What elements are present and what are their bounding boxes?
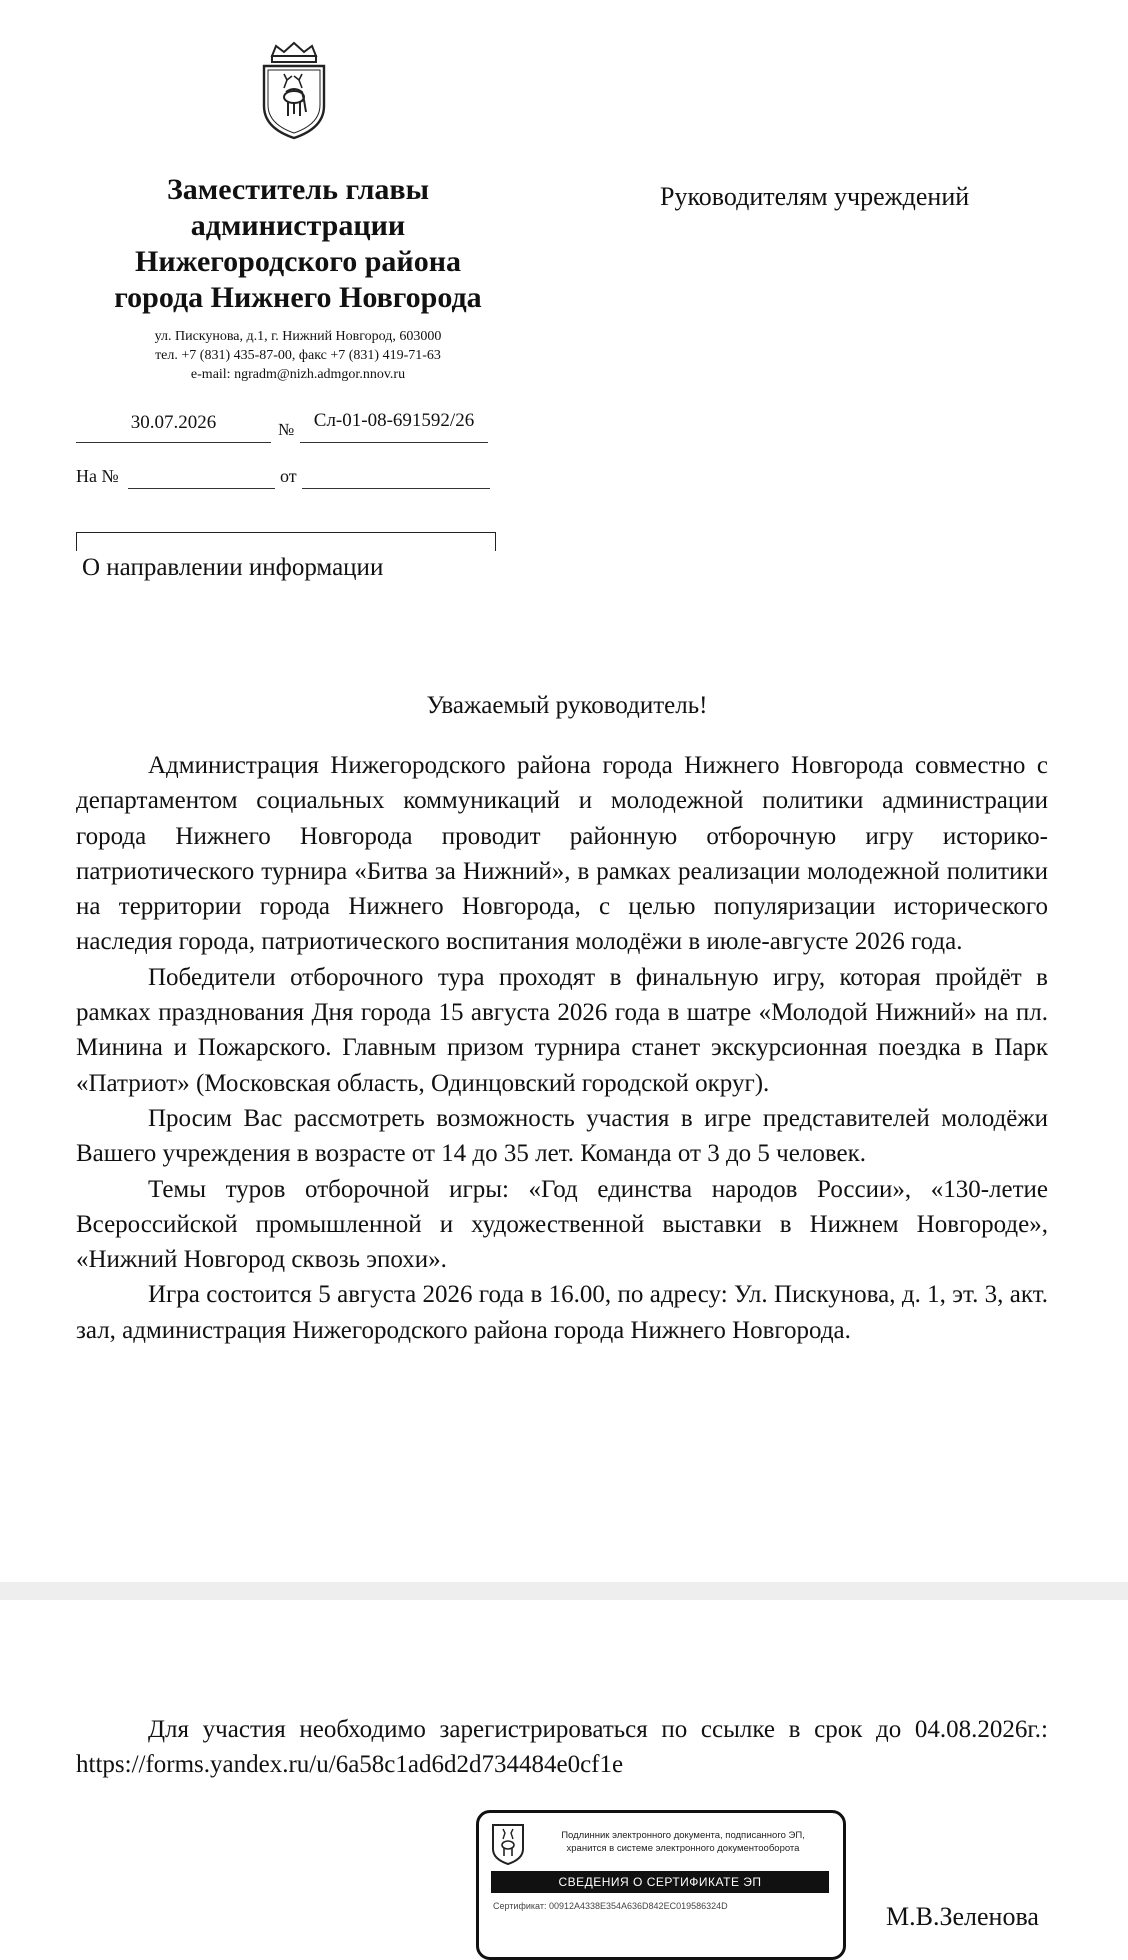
registration-date-line: [76, 442, 271, 443]
registration-number: Сл-01-08-691592/26: [313, 410, 475, 431]
org-title-line: Нижегородского района: [134, 245, 461, 278]
registration-number-line: [300, 442, 488, 443]
addressee: Руководителям учреждений: [660, 182, 970, 211]
registration-instructions: [76, 1712, 1048, 1783]
registration-date: 30.07.2026: [130, 412, 217, 433]
subject-bracket: [76, 532, 496, 551]
org-address: ул. Пискунова, д.1, г. Нижний Новгород, 603000: [154, 329, 442, 344]
body-paragraph: Просим Вас рассмотреть возможность участия в игре представителей молодёжи Вашего учреждения в возрасте от 14 до 35 лет. Команда от 3 до 5 человек.: [76, 1104, 1048, 1168]
org-email: e-mail: ngradm@nizh.admgor.nnov.ru: [190, 367, 406, 382]
org-title-line: администрации: [190, 209, 406, 242]
greeting: Уважаемый руководитель!: [426, 692, 708, 719]
page-break: [0, 1582, 1128, 1600]
reference-label: На №: [76, 466, 119, 486]
org-title-line: Заместитель главы: [166, 173, 430, 206]
number-sign: №: [278, 420, 295, 439]
letter-body: [76, 748, 1048, 1348]
registration-paragraph: Для участия необходимо зарегистрироваться по ссылке в срок до 04.08.2026г.: https://forms.yandex.ru/u/6a58c1ad6d2d734484e0cf1e: [76, 1716, 1048, 1779]
body-paragraph: Победители отборочного тура проходят в финальную игру, которая пройдёт в рамках празднования Дня города 15 августа 2026 года в шатре «Молодой Нижний» на пл. Минина и Пожарского. Главным призом турнира станет экскурсионная поездка в Парк «Патриот» (Московская область, Одинцовский городской округ).: [76, 963, 1048, 1097]
organization-contacts: [60, 327, 536, 384]
reference-from-label: от: [280, 466, 297, 486]
organization-title: [60, 172, 536, 316]
org-title-line: города Нижнего Новгорода: [114, 281, 482, 314]
stamp-note-line: Подлинник электронного документа, подписанного ЭП,: [561, 1830, 805, 1841]
e-signature-stamp: [476, 1810, 846, 1960]
body-paragraph: Игра состоится 5 августа 2026 года в 16.00, по адресу: Ул. Пискунова, д. 1, эт. 3, акт. зал, администрация Нижегородского района города Нижнего Новгорода.: [76, 1281, 1048, 1344]
stamp-note: [533, 1829, 833, 1855]
body-paragraph: Темы туров отборочной игры: «Год единства народов России», «130-летие Всероссийской промышленной и художественной выставки в Нижнем Новгороде», «Нижний Новгород сквозь эпохи».: [76, 1175, 1048, 1274]
reference-date-line: [302, 488, 490, 489]
body-paragraph: Администрация Нижегородского района города Нижнего Новгорода совместно с департаментом социальных коммуникаций и молодежной политики администрации города Нижнего Новгорода проводит районную отборочную игру историко-патриотического турнира «Битва за Нижний», в рамках реализации молодежной политики на территории города Нижнего Новгорода, с целью популяризации исторического наследия города, патриотического воспитания молодёжи в июле-августе 2026 года.: [76, 752, 1048, 956]
org-phones: тел. +7 (831) 435-87-00, факс +7 (831) 419-71-63: [155, 348, 441, 363]
coat-of-arms-icon: [254, 40, 334, 140]
signer-name: М.В.Зеленова: [886, 1902, 1039, 1931]
reference-number-line: [128, 488, 275, 489]
stamp-note-line: хранится в системе электронного документооборота: [566, 1843, 800, 1854]
stamp-title: СВЕДЕНИЯ О СЕРТИФИКАТЕ ЭП: [491, 1871, 829, 1893]
letter-subject: О направлении информации: [82, 554, 384, 581]
stamp-certificate: Сертификат: 00912A4338E354A636D842EC019586324D: [493, 1901, 728, 1911]
deer-emblem-icon: [491, 1823, 525, 1865]
